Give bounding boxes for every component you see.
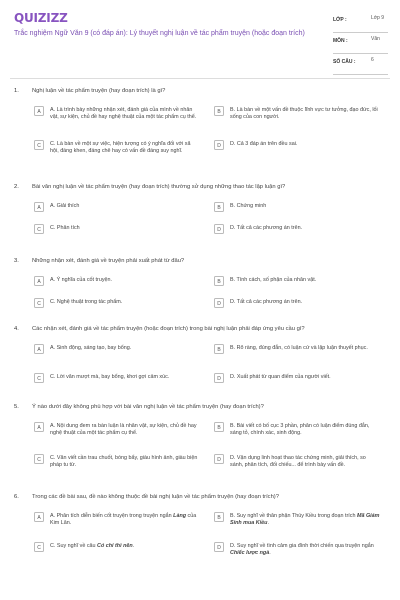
meta-key: MÔN : [333, 38, 348, 44]
option-text: B. Bài viết có bố cục 3 phần, phân có luận điểm đúng đắn, sáng tỏ, chính xác, sinh động. [230, 423, 370, 437]
option-emphasis: Chiếc lược ngà [230, 550, 270, 557]
option-letter-box: B [214, 344, 224, 354]
option-letter-box: C [34, 140, 44, 150]
meta-key: SỐ CÂU : [333, 59, 356, 65]
option-text: A. Phân tích diễn biến cốt truyện trong truyện ngắn Làng của Kim Lân. [50, 513, 197, 527]
option-text: B. Là bàn về một vấn đề thuộc lĩnh vực tư tưởng, đạo đức, lối sống của con người. [230, 107, 378, 121]
option-text: C. Là bàn về một sự việc, hiện tượng có ý nghĩa đối với xã hội, đáng khen, đáng chê hay có vấn đề đáng suy nghĩ. [50, 141, 191, 155]
option-letter-box: D [214, 373, 224, 383]
option-text: D. Xuất phát từ quan điểm của người viết. [230, 374, 331, 380]
header-divider [10, 78, 390, 79]
meta-row-subject [333, 33, 388, 54]
question-text: Bài văn nghị luận về tác phẩm truyện (hay đoạn trích) thường sử dụng những thao tác lập luận gì? [32, 184, 286, 190]
option-letter-box: D [214, 454, 224, 464]
option-letter-box: A [34, 344, 44, 354]
option-letter-box: B [214, 512, 224, 522]
option-letter-box: A [34, 106, 44, 116]
option-text: C. Nghệ thuật trong tác phẩm. [50, 299, 123, 305]
question-text: Trong các đề bài sau, đề nào không thuộc đề bài nghị luận về tác phẩm truyện (hay đoạn trích)? [32, 494, 279, 500]
question-text: Các nhận xét, đánh giá về tác phẩm truyện (hoặc đoạn trích) trong bài nghị luận phải đáp ứng yêu cầu gì? [32, 326, 305, 332]
option-text: A. Nội dung đem ra bàn luận là nhân vật, sự kiện, chủ đề hay nghệ thuật của một tác phẩm cụ thể. [50, 423, 197, 437]
question-number: 3. [14, 258, 19, 264]
worksheet-title: Trắc nghiệm Ngữ Văn 9 (có đáp án): Lý thuyết nghị luận về tác phẩm truyện (hoặc đoạn trích) [14, 30, 305, 37]
quizizz-logo: QUIZIZZ [14, 11, 68, 25]
option-letter-box: B [214, 106, 224, 116]
option-letter-box: C [34, 224, 44, 234]
option-text: A. Sinh động, sáng tạo, bay bổng. [50, 345, 132, 351]
option-letter-box: A [34, 422, 44, 432]
option-letter-box: D [214, 298, 224, 308]
option-text: C. Phân tích [50, 225, 80, 231]
option-letter-box: C [34, 298, 44, 308]
option-letter-box: D [214, 140, 224, 150]
option-text: D. Vận dụng linh hoạt thao tác chứng minh, giải thích, so sánh, phân tích, đối chiếu... để trình bày vấn đề. [230, 455, 366, 469]
option-text: A. Giải thích [50, 203, 80, 209]
option-emphasis: Có chí thì nên [97, 543, 133, 549]
option-letter-box: C [34, 454, 44, 464]
option-text: B. Chứng minh [230, 203, 267, 209]
meta-value: Lớp 9 [371, 15, 385, 21]
option-letter-box: A [34, 202, 44, 212]
option-text: D. Tất cả các phương án trên. [230, 225, 303, 231]
option-text: D. Tất cả các phương án trên. [230, 299, 303, 305]
option-text: D. Suy nghĩ về tình cảm gia đình thời chiến qua truyện ngắn Chiếc lược ngà. [230, 543, 374, 557]
option-emphasis: Làng [173, 513, 187, 519]
meta-value: Văn [371, 36, 380, 42]
option-text: D. Cả 3 đáp án trên đều sai. [230, 141, 298, 147]
option-letter-box: A [34, 276, 44, 286]
option-letter-box: A [34, 512, 44, 522]
option-text: B. Tính cách, số phận của nhân vật. [230, 277, 317, 283]
question-number: 4. [14, 326, 19, 332]
option-text: C. Lời văn mượt mà, bay bổng, khơi gợi cảm xúc. [50, 374, 170, 380]
worksheet-meta [333, 12, 388, 75]
question-number: 5. [14, 404, 19, 410]
option-letter-box: B [214, 422, 224, 432]
option-text: C. Văn viết cần trau chuốt, bóng bẩy, giàu hình ảnh, giàu biện pháp tu từ. [50, 455, 198, 469]
question-number: 2. [14, 184, 19, 190]
option-letter-box: D [214, 224, 224, 234]
meta-key: LỚP : [333, 17, 347, 23]
option-text: B. Rõ ràng, đúng đắn, có luận cứ và lập luận thuyết phục. [230, 345, 368, 351]
question-number: 6. [14, 494, 19, 500]
option-text: B. Suy nghĩ về thân phận Thúy Kiều trong đoạn trích Mã Giám Sinh mua Kiều. [230, 513, 380, 527]
option-text: A. Ý nghĩa của cốt truyện. [50, 277, 113, 283]
question-text: Ý nào dưới đây không phù hợp với bài văn nghị luận về tác phẩm truyện (hay đoạn trích)? [32, 404, 264, 410]
meta-value: 6 [371, 57, 374, 63]
option-text: C. Suy nghĩ về câu Có chí thì nên. [50, 543, 135, 549]
question-number: 1. [14, 88, 19, 94]
question-text: Những nhận xét, đánh giá về truyện phải xuất phát từ đâu? [32, 258, 185, 264]
option-letter-box: B [214, 276, 224, 286]
meta-row-count [333, 54, 388, 75]
option-text: A. Là trình bày những nhận xét, đánh giá của mình về nhân vật, sự kiện, chủ đề hay nghệ thuật của một tác phẩm cụ thể. [50, 107, 197, 121]
meta-row-class [333, 12, 388, 33]
option-letter-box: C [34, 373, 44, 383]
question-text: Nghị luận về tác phẩm truyện (hay đoạn trích) là gì? [32, 88, 166, 94]
option-letter-box: C [34, 542, 44, 552]
option-letter-box: B [214, 202, 224, 212]
option-emphasis: Mã Giám Sinh mua Kiều [230, 513, 380, 527]
option-letter-box: D [214, 542, 224, 552]
